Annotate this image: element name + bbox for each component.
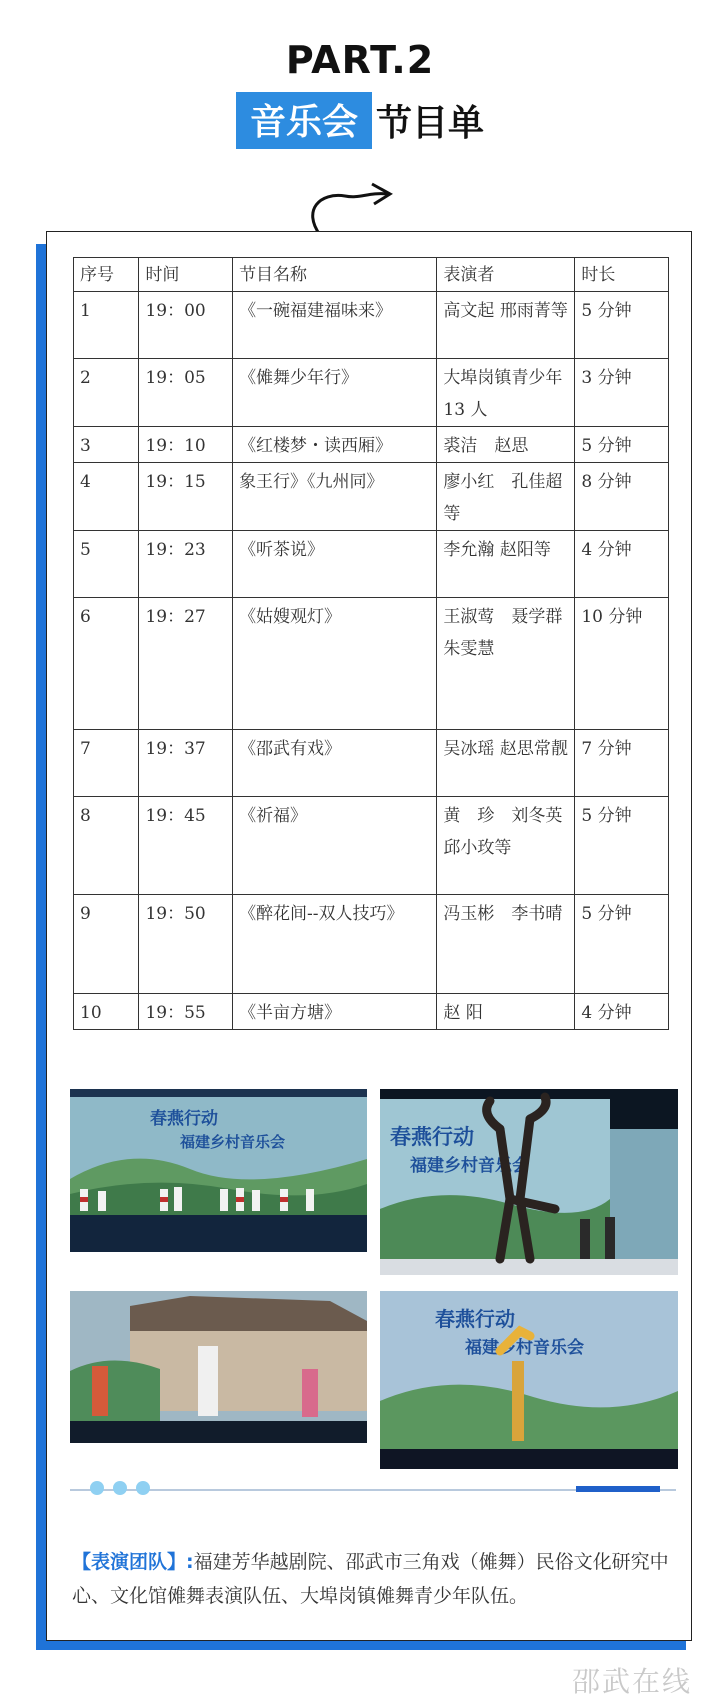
cell-performer: 赵 阳: [437, 994, 575, 1030]
table-row: [74, 292, 669, 359]
cell-title: 《一碗福建福味来》: [233, 292, 437, 359]
dot-icon: [90, 1481, 104, 1495]
photo-acrobatics: [380, 1089, 678, 1275]
cell-no: 10: [74, 994, 139, 1030]
cell-title: 《红楼梦・读西厢》: [233, 427, 437, 463]
cell-no: 7: [74, 730, 139, 797]
cell-performer: 冯玉彬 李书晴: [437, 895, 575, 994]
photo-aerial-performance: [380, 1291, 678, 1469]
banner-text-1: 春燕行动: [390, 1125, 474, 1149]
part-label: PART.2: [285, 38, 435, 82]
header-title: 节目名称: [233, 258, 437, 292]
table-row: [74, 598, 669, 730]
table-row: [74, 359, 669, 427]
cell-performer: 廖小红 孔佳超 等: [437, 463, 575, 531]
cell-performer: 黄 珍 刘冬英 邱小玫等: [437, 797, 575, 895]
header-performer: 表演者: [437, 258, 575, 292]
accent-bar: [576, 1486, 660, 1492]
table-row: [74, 730, 669, 797]
cell-title: 《祈福》: [233, 797, 437, 895]
table-row: [74, 895, 669, 994]
table-row: [74, 531, 669, 598]
banner-text-1: 春燕行动: [150, 1109, 218, 1129]
dot-icon: [136, 1481, 150, 1495]
table-row: [74, 427, 669, 463]
cell-no: 1: [74, 292, 139, 359]
cell-time: 19：10: [139, 427, 233, 463]
banner-text-2: 福建乡村音乐会: [465, 1338, 584, 1358]
cell-duration: 5 分钟: [575, 427, 669, 463]
cell-no: 6: [74, 598, 139, 730]
photo-children-dance: [70, 1089, 367, 1252]
team-paragraph: [72, 1545, 672, 1613]
cell-performer: 吴冰瑶 赵思常靓: [437, 730, 575, 797]
cell-performer: 裘洁 赵思: [437, 427, 575, 463]
cell-time: 19：05: [139, 359, 233, 427]
program-table: [73, 257, 669, 1030]
cell-time: 19：23: [139, 531, 233, 598]
cell-time: 19：55: [139, 994, 233, 1030]
cell-performer: 李允瀚 赵阳等: [437, 531, 575, 598]
cell-duration: 5 分钟: [575, 895, 669, 994]
cell-time: 19：15: [139, 463, 233, 531]
cell-duration: 5 分钟: [575, 292, 669, 359]
cell-no: 5: [74, 531, 139, 598]
cell-time: 19：00: [139, 292, 233, 359]
cell-duration: 7 分钟: [575, 730, 669, 797]
banner-text-1: 春燕行动: [435, 1307, 515, 1331]
cell-no: 8: [74, 797, 139, 895]
banner-text-2: 福建乡村音乐会: [180, 1133, 286, 1151]
cell-performer: 王淑莺 聂学群 朱雯慧: [437, 598, 575, 730]
cell-performer: 大埠岗镇青少年 13 人: [437, 359, 575, 427]
team-text: 福建芳华越剧院、邵武市三角戏（傩舞）民俗文化研究中心、文化馆傩舞表演队伍、大埠岗镇傩舞青少年队伍。: [72, 1551, 669, 1607]
header-time: 时间: [139, 258, 233, 292]
cell-title: 《半亩方塘》: [233, 994, 437, 1030]
banner-text-2: 福建乡村音乐会: [410, 1156, 529, 1176]
table-row: [74, 797, 669, 895]
watermark: 邵武在线: [571, 1665, 692, 1698]
photo-theatre-scene: [70, 1291, 367, 1443]
section-title: [0, 92, 720, 149]
table-row: [74, 994, 669, 1030]
cell-title: 《听茶说》: [233, 531, 437, 598]
cell-performer: 高文起 邢雨菁等: [437, 292, 575, 359]
cell-title: 《邵武有戏》: [233, 730, 437, 797]
title-rest: 节目单: [376, 103, 485, 144]
cell-time: 19：27: [139, 598, 233, 730]
table-header-row: [74, 258, 669, 292]
cell-no: 2: [74, 359, 139, 427]
table-row: [74, 463, 669, 531]
cell-title: 象王行》《九州同》: [233, 463, 437, 531]
cell-duration: 5 分钟: [575, 797, 669, 895]
cell-no: 4: [74, 463, 139, 531]
cell-time: 19：45: [139, 797, 233, 895]
cell-duration: 4 分钟: [575, 994, 669, 1030]
cell-duration: 4 分钟: [575, 531, 669, 598]
cell-no: 9: [74, 895, 139, 994]
cell-title: 《醉花间--双人技巧》: [233, 895, 437, 994]
cell-duration: 10 分钟: [575, 598, 669, 730]
team-label: 【表演团队】:: [72, 1551, 194, 1573]
cell-duration: 8 分钟: [575, 463, 669, 531]
header-no: 序号: [74, 258, 139, 292]
dot-icon: [113, 1481, 127, 1495]
cell-time: 19：50: [139, 895, 233, 994]
header-duration: 时长: [575, 258, 669, 292]
cell-title: 《姑嫂观灯》: [233, 598, 437, 730]
title-highlight: 音乐会: [236, 92, 372, 149]
cell-no: 3: [74, 427, 139, 463]
decorative-dots: [90, 1481, 150, 1495]
cell-duration: 3 分钟: [575, 359, 669, 427]
cell-time: 19：37: [139, 730, 233, 797]
cell-title: 《傩舞少年行》: [233, 359, 437, 427]
